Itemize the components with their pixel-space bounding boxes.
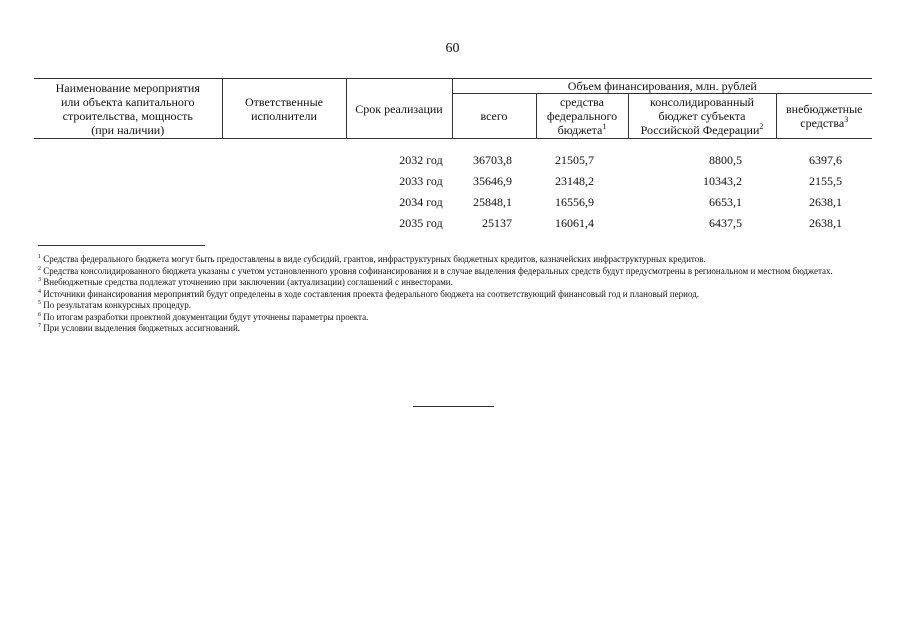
footnote-text: Источники финансирования мероприятий будут определены в ходе составления проекта федерального бюджета на соответствующий финансовый год и плановый период. <box>43 288 700 299</box>
row-extra: 2155,5 <box>809 173 843 188</box>
row-federal: 21505,7 <box>555 152 594 167</box>
footnote-number: 5 <box>38 300 41 306</box>
row-regional: 6653,1 <box>709 194 742 209</box>
footnote-text: Средства консолидированного бюджета указаны с учетом установленного уровня софинансирования и в случае выделения федеральных средств будут предусмотрены в региональном и местном бюджетах. <box>43 265 833 276</box>
row-total: 25848,1 <box>473 194 512 209</box>
row-federal: 23148,2 <box>555 173 594 188</box>
row-federal: 16556,9 <box>555 194 594 209</box>
header-federal-line <box>539 123 626 137</box>
footnote-number: 1 <box>38 254 41 260</box>
footnote-number: 4 <box>38 288 41 295</box>
header-term: Срок реализации <box>346 79 452 139</box>
footnote-text: По результатам конкурсных процедур. <box>43 300 192 310</box>
end-separator <box>413 406 494 407</box>
header-federal-text: бюджета <box>557 123 603 137</box>
footnote-number: 7 <box>38 323 41 329</box>
footnote-number: 2 <box>38 265 41 272</box>
footnote-text: Внебюджетные средства подлежат уточнению при заключении (актуализации) соглашений с инвесторами. <box>43 277 453 287</box>
header-executors-line: Ответственные <box>245 94 323 109</box>
header-name-line: строительства, мощность <box>62 108 193 123</box>
footnote-ref: 1 <box>602 122 607 131</box>
footnote <box>38 266 868 278</box>
header-regional-line: консолидированный <box>650 95 754 109</box>
header-regional-line: бюджет субъекта <box>658 109 746 123</box>
row-regional: 6437,5 <box>709 215 742 230</box>
header-executors-line: исполнители <box>251 108 317 123</box>
footnote-ref: 2 <box>759 122 764 131</box>
row-year: 2032 год <box>399 152 443 167</box>
footnote-separator <box>38 245 205 246</box>
header-regional-text: Российской Федерации <box>640 123 760 137</box>
funding-table <box>34 78 872 233</box>
header-extra-line: внебюджетные <box>786 102 863 116</box>
footnote <box>38 254 868 266</box>
header-funding-group: Объем финансирования, млн. рублей <box>452 79 872 94</box>
footnote <box>38 277 868 289</box>
footnote-text: При условии выделения бюджетных ассигнований. <box>43 323 241 333</box>
row-regional: 10343,2 <box>703 173 742 188</box>
header-executors <box>222 79 346 139</box>
row-total: 36703,8 <box>473 152 512 167</box>
row-total: 25137 <box>482 215 512 230</box>
table-row <box>34 149 872 170</box>
header-extra-text: средства <box>800 116 845 130</box>
footnote <box>38 300 868 312</box>
row-regional: 8800,5 <box>709 152 742 167</box>
footnote-text: По итогам разработки проектной документации будут уточнены параметры проекта. <box>43 311 369 322</box>
header-extra-line <box>779 116 871 130</box>
row-year: 2034 год <box>399 194 443 209</box>
footnote <box>38 312 868 324</box>
header-name-line: (при наличии) <box>91 122 165 137</box>
footnote <box>38 323 868 335</box>
header-federal-line: федерального <box>546 109 618 123</box>
table-row <box>34 170 872 191</box>
row-total: 35646,9 <box>473 173 512 188</box>
header-name <box>34 79 222 139</box>
table-row <box>34 191 872 212</box>
header-name-line: или объекта капитального <box>60 94 195 109</box>
row-federal: 16061,4 <box>555 215 594 230</box>
table-row <box>34 212 872 233</box>
footnote-number: 6 <box>38 311 41 318</box>
footnote-number: 3 <box>38 277 41 283</box>
row-extra: 2638,1 <box>809 194 843 209</box>
header-regional <box>628 94 776 139</box>
page-number: 60 <box>445 41 460 56</box>
header-total: всего <box>452 94 536 139</box>
footnote-text: Средства федерального бюджета могут быть предоставлены в виде субсидий, грантов, инфраструктурных бюджетных кредитов, казначейских инфраструктурных кредитов. <box>43 254 706 264</box>
row-year: 2033 год <box>399 173 443 188</box>
footnote-ref: 3 <box>844 115 849 124</box>
footnote <box>38 289 868 301</box>
header-federal-line: средства <box>559 95 604 109</box>
row-extra: 2638,1 <box>809 215 843 230</box>
footnotes <box>38 254 868 335</box>
header-extra <box>776 94 872 139</box>
header-federal <box>536 94 628 139</box>
header-regional-line <box>631 123 774 137</box>
header-name-line: Наименование мероприятия <box>55 80 200 95</box>
row-year: 2035 год <box>399 215 443 230</box>
row-extra: 6397,6 <box>809 152 843 167</box>
